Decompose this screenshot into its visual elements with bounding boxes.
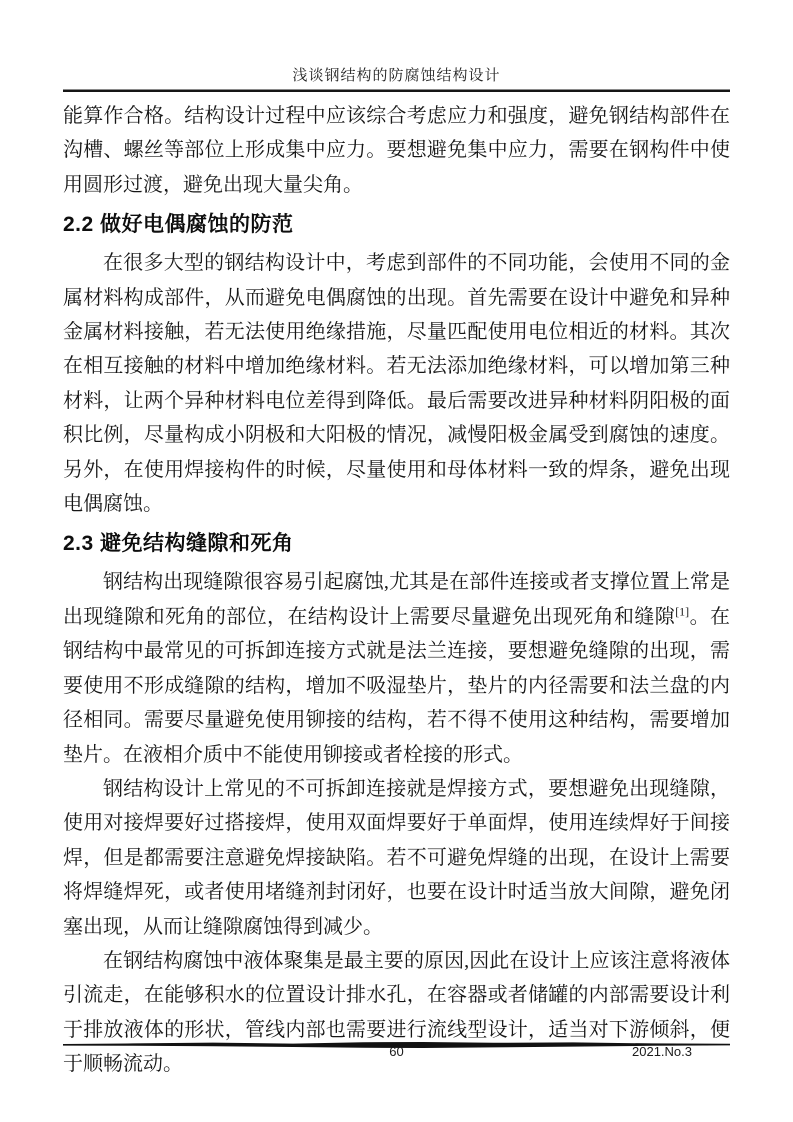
paragraph-intro-continuation: 能算作合格。结构设计过程中应该综合考虑应力和强度，避免钢结构部件在沟槽、螺丝等部位上形成集中应力。要想避免集中应力，需要在钢构件中使用圆形过渡，避免出现大量尖角。 bbox=[63, 105, 730, 196]
paragraph-section-2-3-first bbox=[63, 565, 730, 771]
document-body bbox=[63, 99, 730, 1082]
footer-issue-label: 2021.No.3 bbox=[632, 1044, 692, 1059]
header-rule bbox=[63, 89, 730, 92]
paragraph-section-2-2: 在很多大型的钢结构设计中，考虑到部件的不同功能，会使用不同的金属材料构成部件，从而避免电偶腐蚀的出现。首先需要在设计中避免和异种金属材料接触，若无法使用绝缘措施，尽量匹配使用电位相近的材料。其次在相互接触的材料中增加绝缘材料。若无法添加绝缘材料，可以增加第三种材料，让两个异种材料电位差得到降低。最后需要改进异种材料阴阳极的面积比例，尽量构成小阴极和大阳极的情况，减慢阳极金属受到腐蚀的速度。另外，在使用焊接构件的时候，尽量使用和母体材料一致的焊条，避免出现电偶腐蚀。 bbox=[63, 252, 730, 516]
footer-rule bbox=[63, 1036, 730, 1044]
running-head-title: 浅谈钢结构的防腐蚀结构设计 bbox=[292, 68, 501, 84]
paragraph-text-before-citation: 钢结构出现缝隙很容易引起腐蚀,尤其是在部件连接或者支撑位置上常是出现缝隙和死角的部位，在结构设计上需要尽量避免出现死角和缝隙 bbox=[63, 571, 730, 628]
paragraph-section-2-3-third: 在钢结构腐蚀中液体聚集是最主要的原因,因此在设计上应该注意将液体引流走，在能够积水的位置设计排水孔，在容器或者储罐的内部需要设计利于排放液体的形状，管线内部也需要进行流线型设计，适当对下游倾斜，便于顺畅流动。 bbox=[63, 949, 730, 1076]
paragraph-section-2-3-second: 钢结构设计上常见的不可拆卸连接就是焊接方式，要想避免出现缝隙，使用对接焊要好过搭接焊，使用双面焊要好于单面焊，使用连续焊好于间接焊，但是都需要注意避免焊接缺陷。若不可避免焊缝的出现，在设计上需要将焊缝焊死，或者使用堵缝剂封闭好，也要在设计时适当放大间隙，避免闭塞出现，从而让缝隙腐蚀得到减少。 bbox=[63, 777, 730, 938]
section-heading-2-2: 2.2 做好电偶腐蚀的防范 bbox=[63, 213, 294, 237]
citation-reference-1: [1] bbox=[675, 604, 690, 619]
section-heading-2-3: 2.3 避免结构缝隙和死角 bbox=[63, 532, 294, 556]
footer-page-number: 60 bbox=[389, 1044, 404, 1059]
paragraph-text-after-citation: 。在钢结构中最常见的可拆卸连接方式就是法兰连接，要想避免缝隙的出现，需要使用不形成缝隙的结构，增加不吸湿垫片，垫片的内径需要和法兰盘的内径相同。需要尽量避免使用铆接的结构，若不得不使用这种结构，需要增加垫片。在液相介质中不能使用铆接或者栓接的形式。 bbox=[63, 605, 730, 766]
